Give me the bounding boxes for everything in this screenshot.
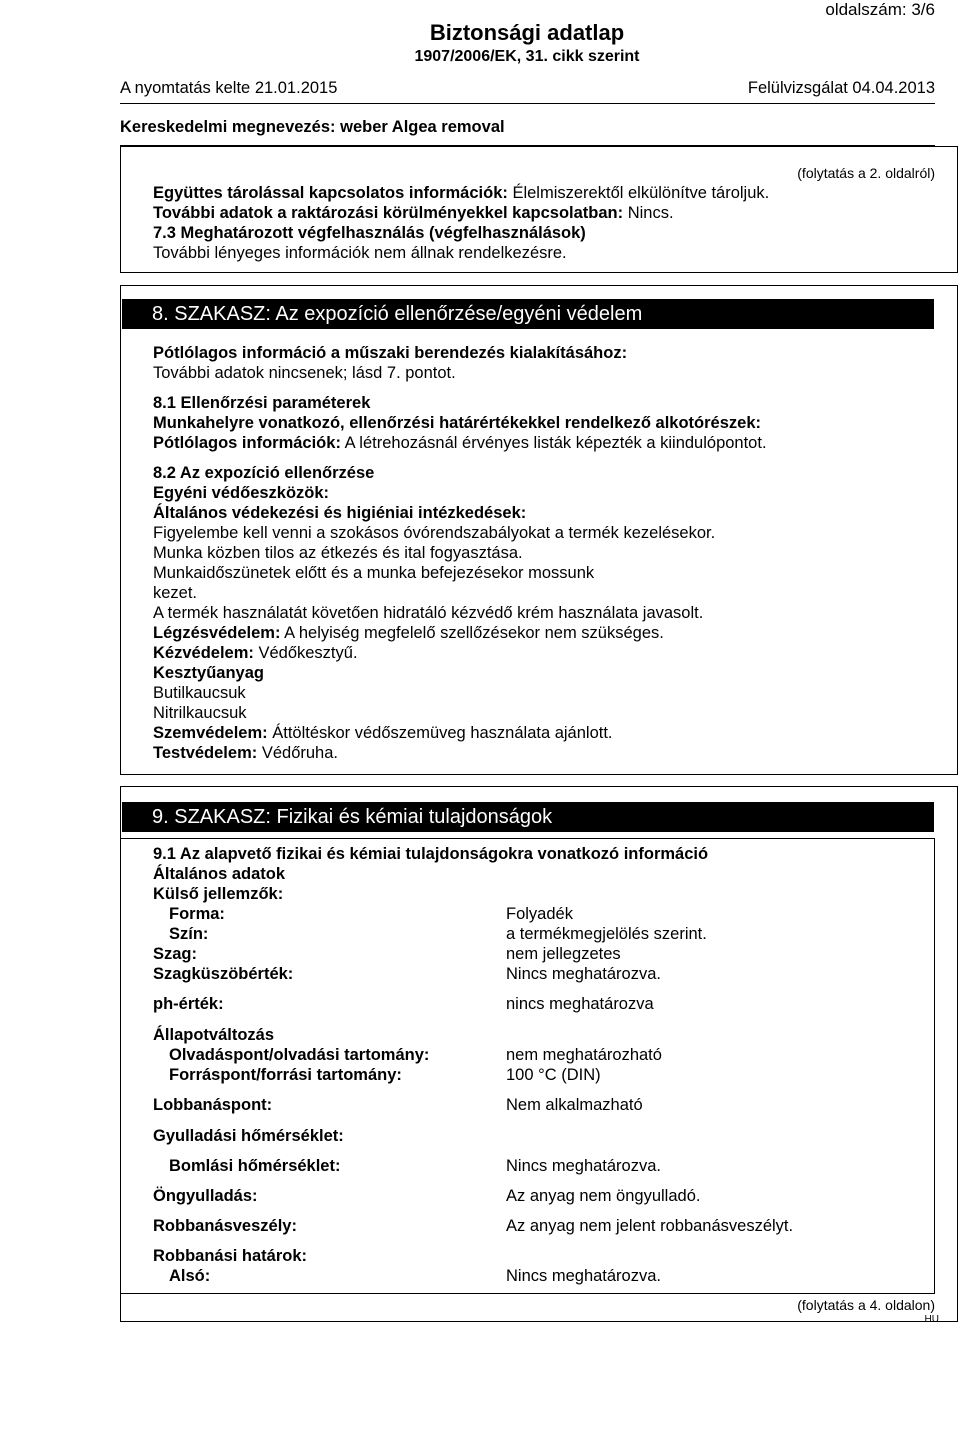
subsection-8-1-title: 8.1 Ellenőrzési paraméterek (153, 394, 371, 412)
explosion-limits-label: Robbanási határok: (153, 1247, 308, 1265)
regulation-reference: 1907/2006/EK, 31. cikk szerint (414, 48, 640, 65)
odor-value: nem jellegzetes (506, 945, 621, 963)
glove-material-1: Butilkaucsuk (153, 684, 246, 702)
body-protection-label: Testvédelem: (153, 744, 258, 762)
explosion-danger-value: Az anyag nem jelent robbanásveszélyt. (506, 1217, 794, 1235)
additional-info-label: Pótlólagos információk: (153, 434, 341, 452)
joint-storage-value: Élelmiszerektől elkülönítve tároljuk. (507, 184, 770, 202)
hand-protection-value: Védőkesztyű. (253, 644, 358, 662)
hygiene-line-2: Munka közben tilos az étkezés és ital fogyasztása. (153, 544, 523, 562)
eye-protection-line (153, 723, 613, 743)
continued-on-note: (folytatás a 4. oldalon) (797, 1297, 935, 1313)
subsection-7-3-title: 7.3 Meghatározott végfelhasználás (végfelhasználások) (153, 224, 586, 242)
workplace-limits-label: Munkahelyre vonatkozó, ellenőrzési határértékekkel rendelkező alkotórészek: (153, 414, 761, 432)
respiratory-protection-line (153, 623, 664, 643)
form-value: Folyadék (506, 905, 573, 923)
hygiene-line-4: kezet. (153, 584, 198, 602)
general-data-label: Általános adatok (153, 865, 286, 883)
section-9-title: 9. SZAKASZ: Fizikai és kémiai tulajdonságok (122, 802, 934, 832)
glove-material-label: Kesztyűanyag (153, 664, 264, 682)
state-change-label: Állapotváltozás (153, 1026, 275, 1044)
header-divider (120, 103, 935, 104)
storage-info-label: További adatok a raktározási körülményekkel kapcsolatban: (153, 204, 624, 222)
decomposition-temperature-label: Bomlási hőmérséklet: (169, 1157, 341, 1175)
joint-storage-line (153, 183, 769, 203)
ppe-label: Egyéni védőeszközök: (153, 484, 330, 502)
flash-point-value: Nem alkalmazható (506, 1096, 643, 1114)
section-9-content (153, 844, 933, 1289)
hand-protection-line (153, 643, 358, 663)
glove-material-2: Nitrilkaucsuk (153, 704, 247, 722)
form-label: Forma: (169, 905, 225, 923)
odor-threshold-value: Nincs meghatározva. (506, 965, 661, 983)
print-date: A nyomtatás kelte 21.01.2015 (120, 79, 338, 97)
hygiene-label: Általános védekezési és higiéniai intézkedések: (153, 504, 527, 522)
document-title: Biztonsági adatlap (429, 20, 625, 45)
eye-protection-label: Szemvédelem: (153, 724, 268, 742)
hygiene-line-1: Figyelembe kell venni a szokásos óvórendszabályokat a termék kezelésekor. (153, 524, 716, 542)
respiratory-protection-value: A helyiség megfelelő szellőzésekor nem szükséges. (280, 624, 664, 642)
hygiene-line-5: A termék használatát követően hidratáló kézvédő krém használata javasolt. (153, 604, 704, 622)
melting-point-label: Olvadáspont/olvadási tartomány: (169, 1046, 430, 1064)
odor-threshold-label: Szagküszöbérték: (153, 965, 294, 983)
additional-info-value: A létrehozásnál érvényes listák képezték a kiindulópontot. (340, 434, 767, 452)
storage-info-line (153, 203, 674, 223)
subsection-8-2-title: 8.2 Az expozíció ellenőrzése (153, 464, 375, 482)
language-code: HU (924, 1314, 939, 1325)
subsection-7-3-text: További lényeges információk nem állnak rendelkezésre. (153, 244, 567, 262)
continued-from-note: (folytatás a 2. oldalról) (797, 165, 935, 181)
auto-ignition-label: Öngyulladás: (153, 1187, 258, 1205)
subsection-9-1-title: 9.1 Az alapvető fizikai és kémiai tulajdonságokra vonatkozó információ (153, 845, 709, 863)
boiling-point-label: Forráspont/forrási tartomány: (169, 1066, 402, 1084)
revision-date: Felülvizsgálat 04.04.2013 (747, 79, 935, 97)
tech-info-label: Pótlólagos információ a műszaki berendezés kialakításához: (153, 344, 628, 362)
section-8-content (153, 343, 943, 773)
lower-limit-value: Nincs meghatározva. (506, 1267, 661, 1285)
page-number: oldalszám: 3/6 (825, 0, 935, 19)
body-protection-value: Védőruha. (257, 744, 338, 762)
hygiene-line-3: Munkaidőszünetek előtt és a munka befejezésekor mossunk (153, 564, 595, 582)
body-protection-line (153, 743, 338, 763)
ignition-temperature-label: Gyulladási hőmérséklet: (153, 1127, 344, 1145)
trade-name: Kereskedelmi megnevezés: weber Algea removal (120, 118, 505, 136)
decomposition-temperature-value: Nincs meghatározva. (506, 1157, 661, 1175)
flash-point-label: Lobbanáspont: (153, 1096, 273, 1114)
storage-info-value: Nincs. (623, 204, 674, 222)
lower-limit-label: Alsó: (169, 1267, 211, 1285)
section-8-title: 8. SZAKASZ: Az expozíció ellenőrzése/egyéni védelem (122, 299, 934, 329)
hand-protection-label: Kézvédelem: (153, 644, 254, 662)
auto-ignition-value: Az anyag nem öngyulladó. (506, 1187, 701, 1205)
melting-point-value: nem meghatározható (506, 1046, 662, 1064)
odor-label: Szag: (153, 945, 198, 963)
explosion-danger-label: Robbanásveszély: (153, 1217, 297, 1235)
ph-label: ph-érték: (153, 995, 224, 1013)
additional-info-line (153, 433, 767, 453)
appearance-label: Külső jellemzők: (153, 885, 284, 903)
eye-protection-value: Áttöltéskor védőszemüveg használata ajánlott. (267, 724, 613, 742)
boiling-point-value: 100 °C (DIN) (506, 1066, 601, 1084)
respiratory-protection-label: Légzésvédelem: (153, 624, 281, 642)
tech-info-text: További adatok nincsenek; lásd 7. pontot. (153, 364, 456, 382)
joint-storage-label: Együttes tárolással kapcsolatos információk: (153, 184, 508, 202)
color-value: a termékmegjelölés szerint. (506, 925, 707, 943)
ph-value: nincs meghatározva (506, 995, 654, 1013)
color-label: Szín: (169, 925, 209, 943)
